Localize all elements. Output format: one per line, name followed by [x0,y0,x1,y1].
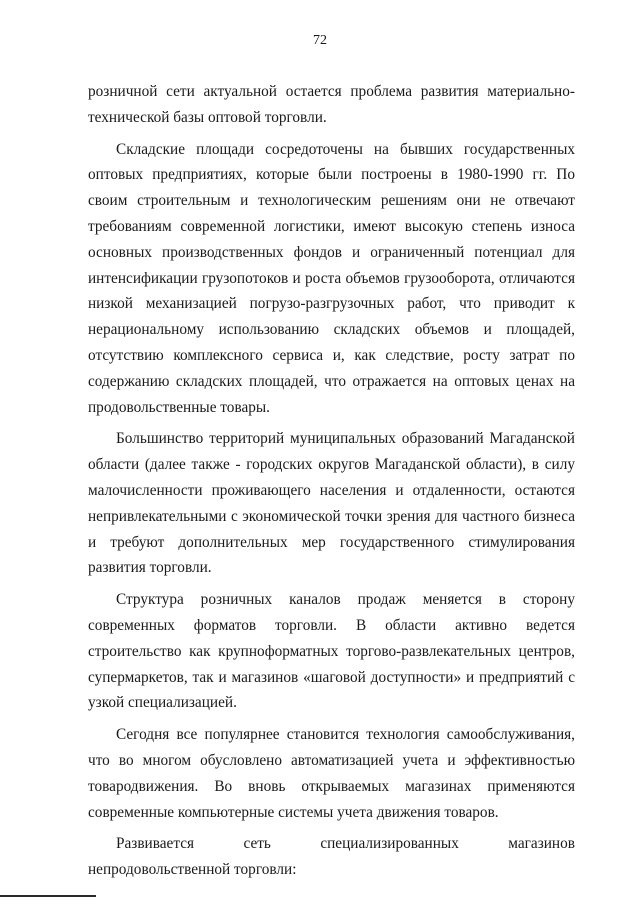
paragraph: Развивается сеть специализированных магазинов непродовольственной торговли: [88,835,575,879]
paragraph: Большинство территорий муниципальных образований Магаданской области (далее также - городских округов Магаданской области), в силу малочисленности проживающего населения и отдаленности, остаются непривлекательными с экономической точки зрения для частного бизнеса и требуют дополнительных мер государственного стимулирования развития торговли. [88,430,575,577]
paragraph: Структура розничных каналов продаж меняется в сторону современных форматов торговли. В области активно ведется строительство как крупноформатных торгово-развлекательных центров, супермаркетов, так и магазинов «шаговой доступности» и предприятий с узкой специализацией. [88,591,575,712]
page-number: 72 [313,33,327,48]
paragraph: Сегодня все популярнее становится технология самообслуживания, что во многом обусловлено автоматизацией учета и эффективностью товародвижения. Во вновь открываемых магазинах применяются современные компьютерные системы учета движения товаров. [88,726,575,821]
paragraph: Складские площади сосредоточены на бывших государственных оптовых предприятиях, которые были построены в 1980-1990 гг. По своим строительным и технологическим решениям они не отвечают требованиям современной логистики, имеют высокую степень износа основных производственных фондов и ограниченный потенциал для интенсификации грузопотоков и роста объемов грузооборота, отличаются низкой механизацией погрузо-разгрузочных работ, что приводит к нерациональному использованию складских объемов и площадей, отсутствию комплексного сервиса и, как следствие, росту затрат по содержанию складских площадей, что отражается на оптовых ценах на продовольственные товары. [88,140,575,416]
paragraph: розничной сети актуальной остается проблема развития материально-технической базы оптовой торговли. [88,83,575,126]
scan-edge-line [0,895,96,897]
document-body [88,79,575,889]
